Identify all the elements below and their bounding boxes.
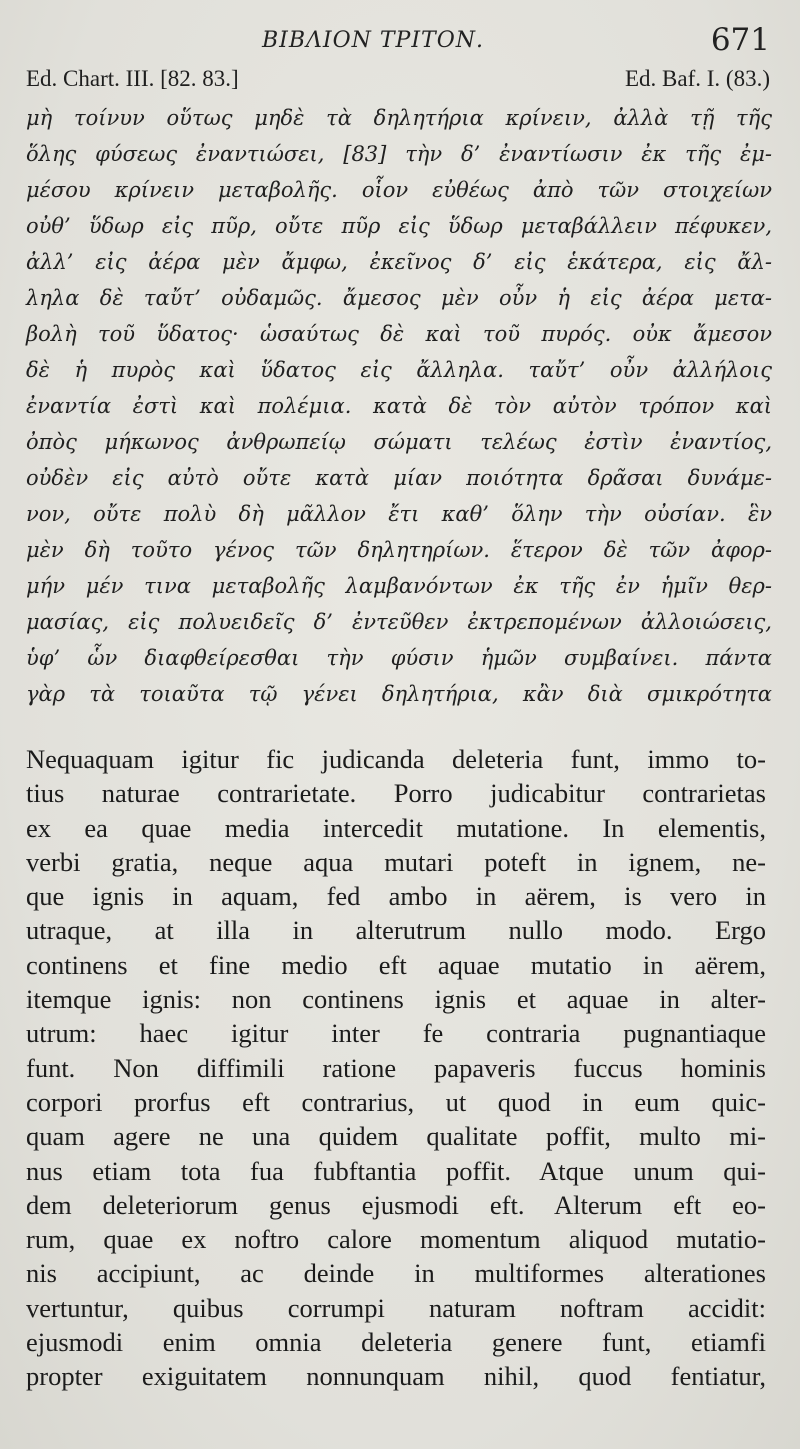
greek-line: ὅλης φύσεως ἐναντιώσει, [83] τὴν δ’ ἐναντίωσιν ἐκ τῆς ἐμ- bbox=[26, 142, 772, 166]
latin-line: utrum: haec igitur inter fe contraria pugnantiaque bbox=[26, 1018, 766, 1049]
greek-line: ἀλλ’ εἰς ἀέρα μὲν ἄμφω, ἐκεῖνος δ’ εἰς ἑκάτερα, εἰς ἄλ- bbox=[26, 250, 772, 274]
latin-line: propter exiguitatem nonnunquam nihil, quod fentiatur, bbox=[26, 1361, 766, 1392]
latin-translation-block bbox=[26, 742, 766, 1394]
latin-line: itemque ignis: non continens ignis et aquae in alter- bbox=[26, 984, 766, 1015]
edition-chartier-reference: Ed. Chart. III. [82. 83.] bbox=[26, 66, 239, 91]
greek-text-block bbox=[26, 100, 772, 712]
latin-line: ex ea quae media intercedit mutatione. In elementis, bbox=[26, 812, 766, 843]
greek-line: μήν μέν τινα μεταβολῆς λαμβανόντων ἐκ τῆς ἐν ἡμῖν θερ- bbox=[26, 574, 772, 598]
latin-line: tius naturae contrarietate. Porro judicabitur contrarietas bbox=[26, 778, 766, 809]
greek-line: μέσου κρίνειν μεταβολῆς. οἷον εὐθέως ἀπὸ τῶν στοιχείων bbox=[26, 178, 772, 202]
greek-line: ἐναντία ἐστὶ καὶ πολέμια. κατὰ δὲ τὸν αὐτὸν τρόπον καὶ bbox=[26, 394, 772, 418]
latin-line: ejusmodi enim omnia deleteria genere funt, etiamfi bbox=[26, 1327, 766, 1358]
greek-line: οὐθ’ ὕδωρ εἰς πῦρ, οὔτε πῦρ εἰς ὕδωρ μεταβάλλειν πέφυκεν, bbox=[26, 214, 772, 238]
latin-line: nus etiam tota fua fubftantia poffit. Atque unum qui- bbox=[26, 1155, 766, 1186]
greek-line: μὴ τοίνυν οὕτως μηδὲ τὰ δηλητήρια κρίνειν, ἀλλὰ τῇ τῆς bbox=[26, 106, 772, 130]
latin-line: Nequaquam igitur fic judicanda deleteria funt, immo to- bbox=[26, 744, 766, 774]
latin-line: continens et fine medio eft aquae mutatio in aërem, bbox=[26, 949, 766, 980]
latin-line: nis accipiunt, ac deinde in multiformes alterationes bbox=[26, 1258, 766, 1289]
greek-line: ὑφ’ ὧν διαφθείρεσθαι τὴν φύσιν ἡμῶν συμβαίνει. πάντα bbox=[26, 646, 772, 670]
edition-basel-reference: Ed. Baf. I. (83.) bbox=[625, 66, 770, 91]
latin-line: funt. Non diffimili ratione papaveris fuccus hominis bbox=[26, 1052, 766, 1083]
latin-line: verbi gratia, neque aqua mutari poteft in ignem, ne- bbox=[26, 846, 766, 877]
running-title: ΒΙΒΛΙΟΝ ΤΡΙΤΟΝ. bbox=[262, 28, 485, 53]
greek-line: ὀπὸς μήκωνος ἀνθρωπείῳ σώματι τελέως ἐστὶν ἐναντίος, bbox=[26, 430, 772, 454]
greek-line: οὐδὲν εἰς αὐτὸ οὔτε κατὰ μίαν ποιότητα δρᾶσαι δυνάμε- bbox=[26, 466, 772, 490]
latin-line: quam agere ne una quidem qualitate poffit, multo mi- bbox=[26, 1121, 766, 1152]
latin-line: corpori prorfus eft contrarius, ut quod in eum quic- bbox=[26, 1086, 766, 1117]
latin-line: vertuntur, quibus corrumpi naturam noftram accidit: bbox=[26, 1292, 766, 1323]
greek-line: μασίας, εἰς πολυειδεῖς δ’ ἐντεῦθεν ἐκτρεπομένων ἀλλοιώσεις, bbox=[26, 610, 772, 634]
latin-line: utraque, at illa in alterutrum nullo modo. Ergo bbox=[26, 915, 766, 946]
latin-line: que ignis in aquam, fed ambo in aërem, is vero in bbox=[26, 881, 766, 912]
running-head bbox=[0, 22, 800, 62]
greek-line: δὲ ἡ πυρὸς καὶ ὕδατος εἰς ἄλληλα. ταὔτ’ οὖν ἀλλήλοις bbox=[26, 358, 772, 382]
greek-line: βολὴ τοῦ ὕδατος· ὡσαύτως δὲ καὶ τοῦ πυρός. οὐκ ἄμεσον bbox=[26, 322, 772, 346]
greek-line: νον, οὔτε πολὺ δὴ μᾶλλον ἔτι καθ’ ὅλην τὴν οὐσίαν. ἓν bbox=[26, 502, 772, 526]
page-number: 671 bbox=[710, 22, 770, 58]
greek-line: μὲν δὴ τοῦτο γένος τῶν δηλητηρίων. ἕτερον δὲ τῶν ἀφορ- bbox=[26, 538, 772, 562]
greek-line: γὰρ τὰ τοιαῦτα τῷ γένει δηλητήρια, κἂν διὰ σμικρότητα bbox=[26, 682, 772, 706]
greek-line: ληλα δὲ ταὔτ’ οὐδαμῶς. ἄμεσος μὲν οὖν ἡ εἰς ἀέρα μετα- bbox=[26, 286, 772, 310]
latin-line: dem deleteriorum genus ejusmodi eft. Alterum eft eo- bbox=[26, 1189, 766, 1220]
latin-line: rum, quae ex noftro calore momentum aliquod mutatio- bbox=[26, 1224, 766, 1255]
edition-reference-line bbox=[26, 66, 770, 100]
